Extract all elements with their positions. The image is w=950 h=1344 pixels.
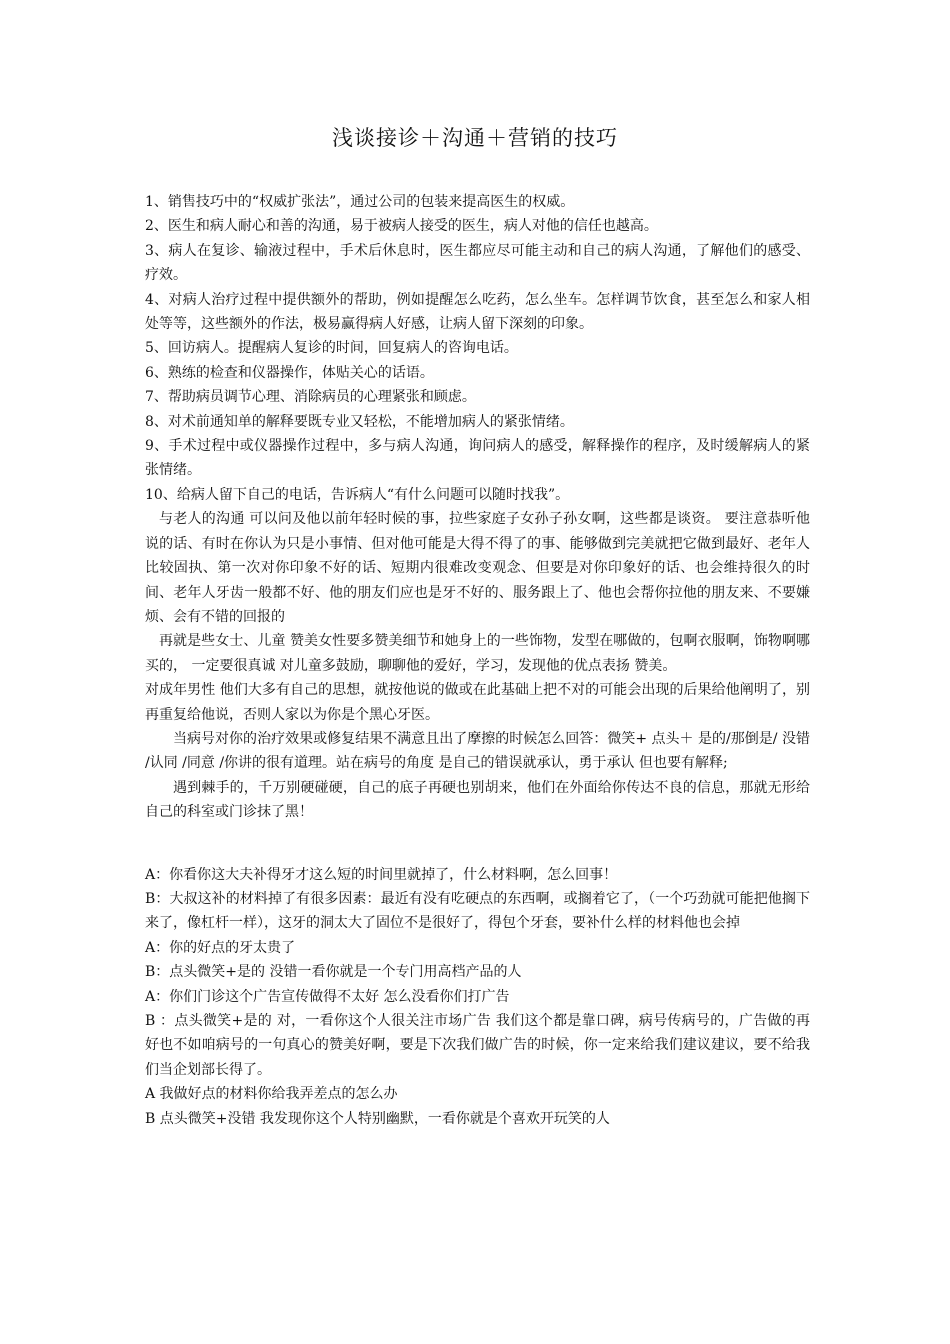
- document-body: [145, 190, 810, 1131]
- dialogue-line: B：大叔这补的材料掉了有很多因素：最近有没有吃硬点的东西啊，或搁着它了，（一个巧劲就可能把他搁下来了，像杠杆一样），这牙的洞太大了固位不是很好了，得包个牙套，要补什么样的材料他也会掉: [145, 890, 810, 932]
- list-item: 1、销售技巧中的“权威扩张法”，通过公司的包装来提高医生的权威。: [145, 194, 575, 210]
- dialogue-line: A：你们门诊这个广告宣传做得不太好 怎么没看你们打广告: [145, 988, 510, 1005]
- list-item: 5、回访病人。提醒病人复诊的时间，回复病人的咨询电话。: [145, 340, 518, 357]
- paragraph-women-children: 再就是些女士、儿童 赞美女性要多赞美细节和她身上的一些饰物，发型在哪做的，包啊衣服啊，饰物啊哪买的， 一定要很真诚 对儿童多鼓励，聊聊他的爱好，学习，发现他的优点表扬 赞美。: [145, 633, 810, 674]
- dialogue-line: A：你看你这大夫补得牙才这么短的时间里就掉了，什么材料啊，怎么回事！: [145, 866, 618, 883]
- paragraph-difficult: 遇到棘手的，千万别硬碰硬，自己的底子再硬也别胡来，他们在外面给你传达不良的信息，那就无形给自己的科室或门诊抹了黑！: [145, 779, 810, 821]
- dialogue-line: A 我做好点的材料你给我弄差点的怎么办: [145, 1086, 398, 1103]
- dialogue-line: B：点头微笑+是的 没错一看你就是一个专门用高档产品的人: [145, 964, 522, 981]
- list-item: 3、病人在复诊、输液过程中，手术后休息时，医生都应尽可能主动和自己的病人沟通，了解他们的感受、疗效。: [145, 242, 810, 284]
- dialogue-line: A：你的好点的牙太贵了: [145, 939, 296, 956]
- page-title: 浅谈接诊＋沟通＋营销的技巧: [332, 126, 618, 150]
- section-gap: [145, 825, 810, 863]
- list-item: 10、给病人留下自己的电话，告诉病人“有什么问题可以随时找我”。: [145, 486, 570, 503]
- list-item: 4、对病人治疗过程中提供额外的帮助，例如提醒怎么吃药，怎么坐车。怎样调节饮食，甚至怎么和家人相处等等，这些额外的作法，极易赢得病人好感，让病人留下深刻的印象。: [145, 291, 810, 333]
- paragraph-adult-men: 对成年男性 他们大多有自己的思想，就按他说的做或在此基础上把不对的可能会出现的后果给他阐明了，别再重复给他说，否则人家以为你是个黑心牙医。: [145, 682, 810, 723]
- dialogue-line: B 点头微笑+没错 我发现你这个人特别幽默，一看你就是个喜欢开玩笑的人: [145, 1110, 610, 1127]
- list-item: 8、对术前通知单的解释要既专业又轻松，不能增加病人的紧张情绪。: [145, 413, 574, 430]
- paragraph-dissatisfied: 当病号对你的治疗效果或修复结果不满意且出了摩擦的时候怎么回答：微笑+ 点头＋ 是的/那倒是/ 没错 /认同 /同意 /你讲的很有道理。站在病号的角度 是自己的错误就承认，勇于承认 但也要有解释;: [145, 730, 810, 772]
- list-item: 2、医生和病人耐心和善的沟通，易于被病人接受的医生，病人对他的信任也越高。: [145, 218, 658, 235]
- list-item: 6、熟练的检查和仪器操作，体贴关心的话语。: [145, 364, 434, 381]
- dialogue-line: B ：点头微笑+是的 对，一看你这个人很关注市场广告 我们这个都是靠口碑，病号传病号的，广告做的再好也不如咱病号的一句真心的赞美好啊，要是下次我们做广告的时候，你一定来给我们建议建议，要不给我们当企划部长得了。: [145, 1013, 810, 1078]
- list-item: 7、帮助病员调节心理、消除病员的心理紧张和顾虑。: [145, 389, 476, 406]
- list-item: 9、手术过程中或仪器操作过程中，多与病人沟通，询问病人的感受，解释操作的程序，及时缓解病人的紧张情绪。: [145, 438, 810, 479]
- paragraph-elderly: 与老人的沟通 可以问及他以前年轻时候的事，拉些家庭子女孙子孙女啊，这些都是谈资。 要注意恭听他说的话、有时在你认为只是小事情、但对他可能是大得不得了的事、能够做到完美就把它做到最好、老年人比较固执、第一次对你印象不好的话、短期内很难改变观念、但要是对你印象好的话、也会维持很久的时间、老年人牙齿一般都不好、他的朋友们应也是牙不好的、服务跟上了、他也会帮你拉他的朋友来、不要嫌烦、会有不错的回报的: [145, 511, 810, 625]
